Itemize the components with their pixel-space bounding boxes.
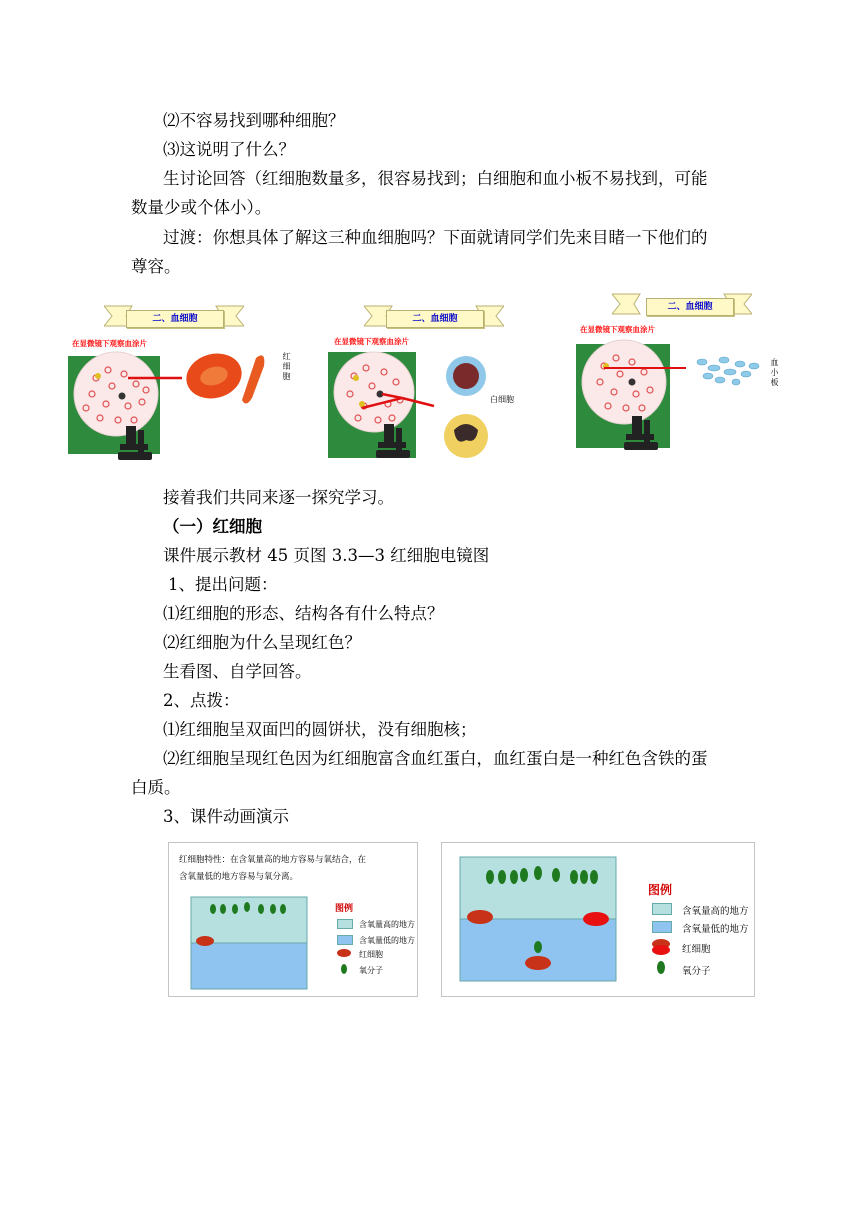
step-1-question-1: ⑴红细胞的形态、结构各有什么特点？: [163, 604, 444, 623]
legend-swatch-high: [337, 919, 353, 929]
legend-title: 图例: [648, 883, 673, 897]
transition-line-2: 尊容。: [131, 257, 181, 276]
legend-oxygen: 氧分子: [359, 966, 383, 975]
question-2: ⑵不容易找到哪种细胞？: [163, 111, 345, 130]
slide-red-blood-cell: [66, 298, 306, 468]
courseware-line: 课件展示教材 45 页图 3.3—3 红细胞电镜图: [163, 546, 490, 565]
animation-panel-right: [441, 842, 755, 997]
legend-swatch-red-cell: [337, 949, 351, 957]
section-heading: （一）红细胞: [163, 517, 262, 536]
step-2-point-2-line-2: 白质。: [131, 778, 181, 797]
microscope-view: [574, 336, 794, 456]
legend-swatch-low: [652, 921, 672, 933]
oxygen-diagram: [458, 855, 618, 985]
oxygen-diagram: [189, 895, 309, 991]
slide-platelet: [574, 292, 794, 462]
banner-title: 二、血细胞: [386, 310, 484, 328]
student-read: 生看图、自学回答。: [163, 662, 312, 681]
legend-red-cell: 红细胞: [359, 950, 383, 959]
legend-swatch-low: [337, 935, 353, 945]
legend-oxygen: 氧分子: [682, 966, 711, 977]
legend-swatch-high: [652, 903, 672, 915]
step-3: 3、课件动画演示: [163, 807, 289, 826]
answer-line-1: 生讨论回答（红细胞数量多，很容易找到；白细胞和血小板不易找到，可能: [163, 169, 708, 188]
step-2-point-1: ⑴红细胞呈双面凹的圆饼状，没有细胞核；: [163, 720, 477, 739]
step-1: 1、提出问题：: [168, 575, 278, 594]
legend-swatch-oxygen: [341, 964, 347, 974]
step-2: 2、点拨：: [163, 691, 240, 710]
cell-label: 红细胞: [282, 352, 291, 381]
microscope-view: [66, 348, 306, 468]
legend-low: 含氧量低的地方: [359, 936, 415, 945]
cell-label: 血小板: [770, 358, 779, 387]
legend-title: 图例: [335, 904, 354, 914]
transition-line-1: 过渡：你想具体了解这三种血细胞吗？下面就请同学们先来目睹一下他们的: [163, 228, 708, 247]
slide-subtitle: 在显微镜下观察血涂片: [580, 325, 655, 334]
banner-title: 二、血细胞: [646, 298, 734, 316]
slide-white-blood-cell: [326, 298, 546, 468]
legend-red-cell: 红细胞: [682, 944, 711, 955]
legend-low: 含氧量低的地方: [682, 924, 749, 935]
panel-caption-line-2: 含氧量低的地方容易与氧分离。: [179, 872, 299, 882]
slide-subtitle: 在显微镜下观察血涂片: [334, 337, 409, 346]
banner-title: 二、血细胞: [126, 310, 224, 328]
legend-swatch-oxygen: [657, 961, 665, 974]
panel-caption-line-1: 红细胞特性：在含氧量高的地方容易与氧结合，在: [179, 855, 367, 865]
step-1-question-2: ⑵红细胞为什么呈现红色？: [163, 633, 361, 652]
legend-high: 含氧量高的地方: [682, 906, 749, 917]
question-3: ⑶这说明了什么？: [163, 140, 295, 159]
animation-panel-left: [168, 842, 418, 997]
legend-high: 含氧量高的地方: [359, 920, 415, 929]
microscope-view: [326, 348, 546, 468]
cell-label: 白细胞: [490, 395, 514, 404]
answer-line-2: 数量少或个体小）。: [131, 198, 272, 217]
slide-subtitle: 在显微镜下观察血涂片: [72, 339, 147, 348]
next-line: 接着我们共同来逐一探究学习。: [163, 488, 394, 507]
step-2-point-2-line-1: ⑵红细胞呈现红色因为红细胞富含血红蛋白，血红蛋白是一种红色含铁的蛋: [163, 749, 708, 768]
legend-swatch-red-cell-bottom: [652, 945, 670, 955]
